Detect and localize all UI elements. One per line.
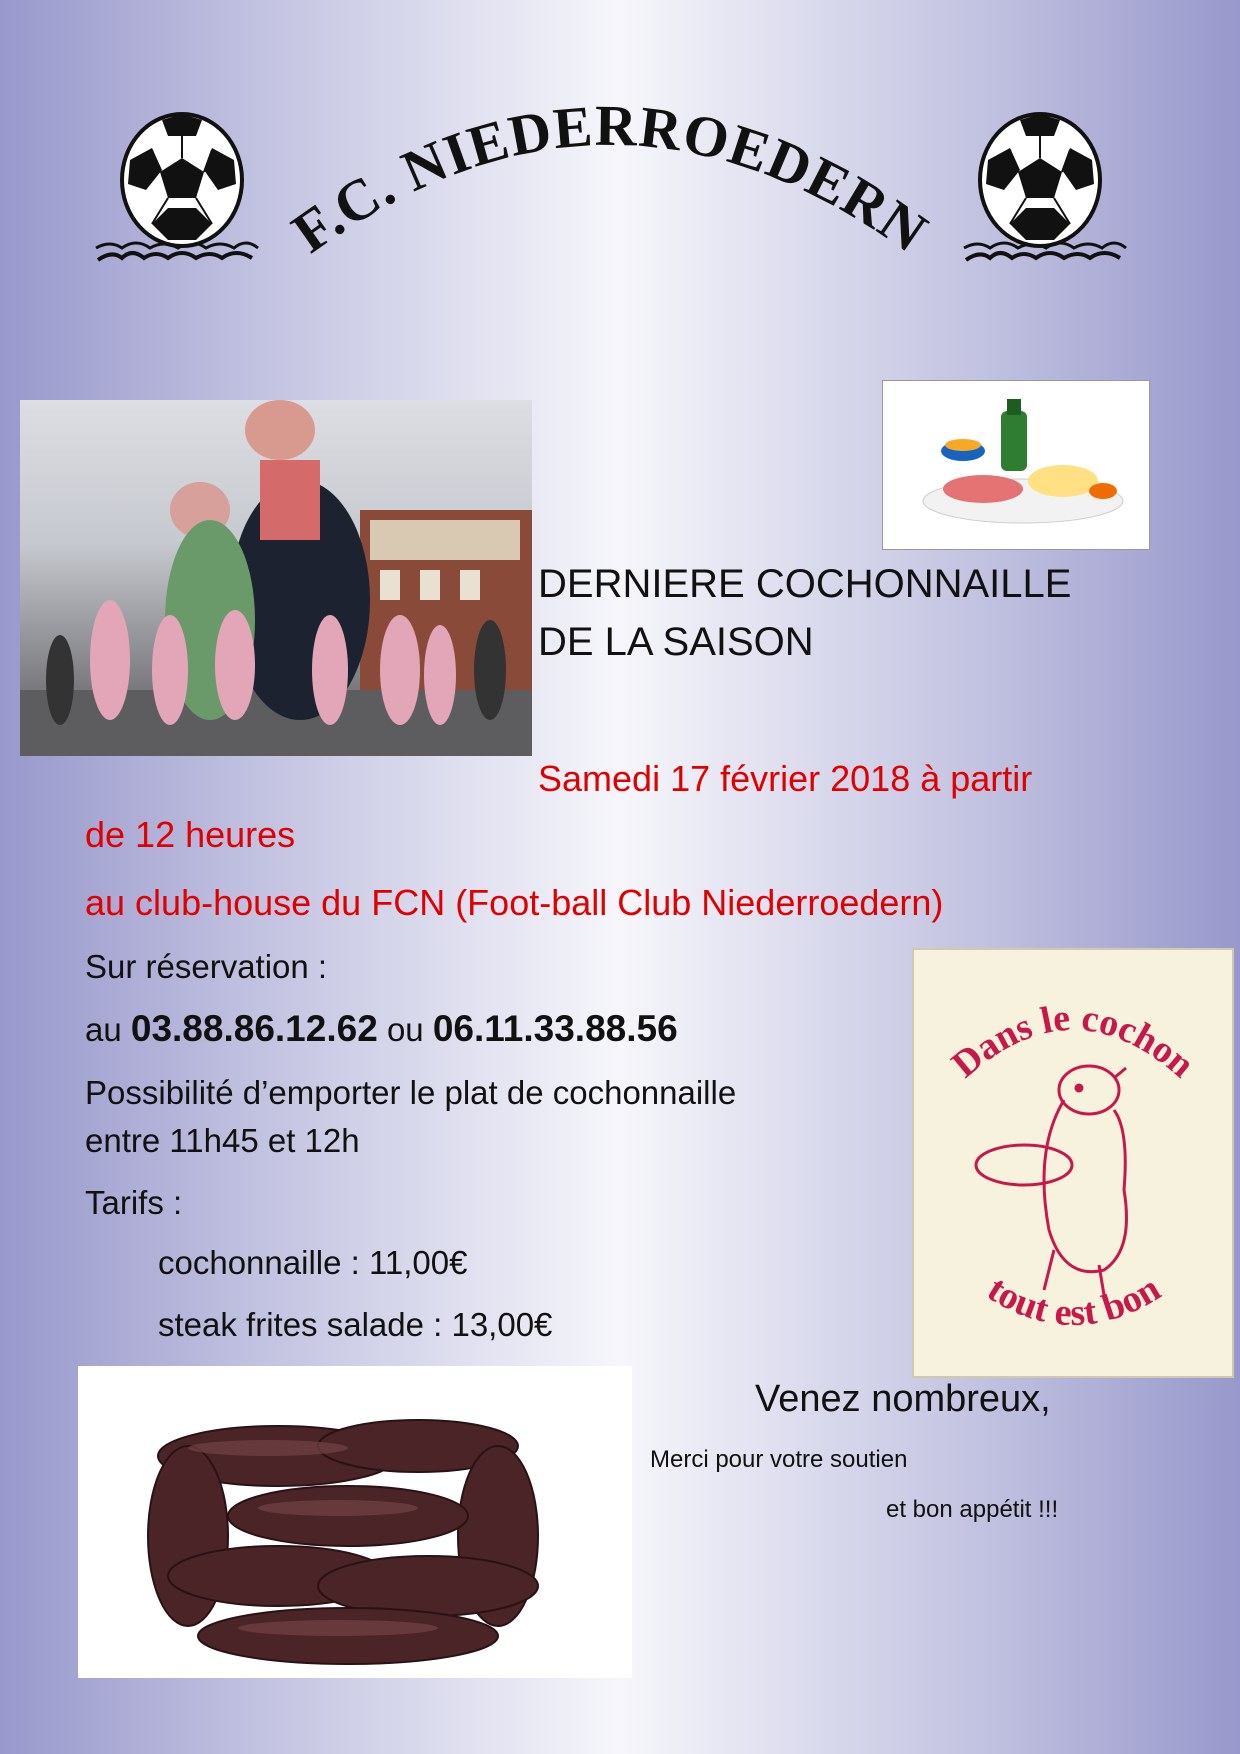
food-plate-icon [882,380,1150,550]
closing-line1: Venez nombreux, [755,1378,1051,1420]
takeaway-line2: entre 11h45 et 12h [85,1122,360,1159]
event-location: au club-house du FCN (Foot-ball Club Niederroedern) [85,882,944,923]
soccer-ball-icon [92,100,262,270]
club-title-arc [270,80,950,280]
parade-photo [20,400,532,756]
pig-logo-top-text: Dans le cochon [943,996,1203,1086]
pig-icon [976,1066,1127,1295]
tarif-item-cochonnaille: cochonnaille : 11,00€ [158,1244,468,1281]
sausages-photo [78,1366,632,1678]
phone-separator: ou [377,1011,433,1048]
phone-number-2: 06.11.33.88.56 [432,1008,678,1049]
pig-logo [912,948,1234,1378]
closing-line3: et bon appétit !!! [886,1496,1059,1523]
soccer-ball-icon [960,100,1130,270]
takeaway-line1: Possibilité d’emporter le plat de cochonnaille [85,1074,737,1111]
tarifs-label: Tarifs : [85,1184,183,1221]
pig-logo-bottom-text: tout est bon [980,1267,1168,1335]
closing-line2: Merci pour votre soutien [650,1446,908,1473]
event-date-line2: de 12 heures [85,814,296,855]
reservation-prefix: au [85,1011,131,1048]
reservation-label: Sur réservation : [85,948,328,985]
tarif-item-steak: steak frites salade : 13,00€ [158,1306,553,1343]
event-title-line1: DERNIERE COCHONNAILLE [538,562,1072,606]
event-date-line1: Samedi 17 février 2018 à partir [538,758,1033,799]
phone-number-1: 03.88.86.12.62 [130,1008,378,1049]
club-title: F.C. NIEDERROEDERN [280,92,940,266]
reservation-phones [85,1008,678,1050]
event-title-line2: DE LA SAISON [538,620,814,664]
